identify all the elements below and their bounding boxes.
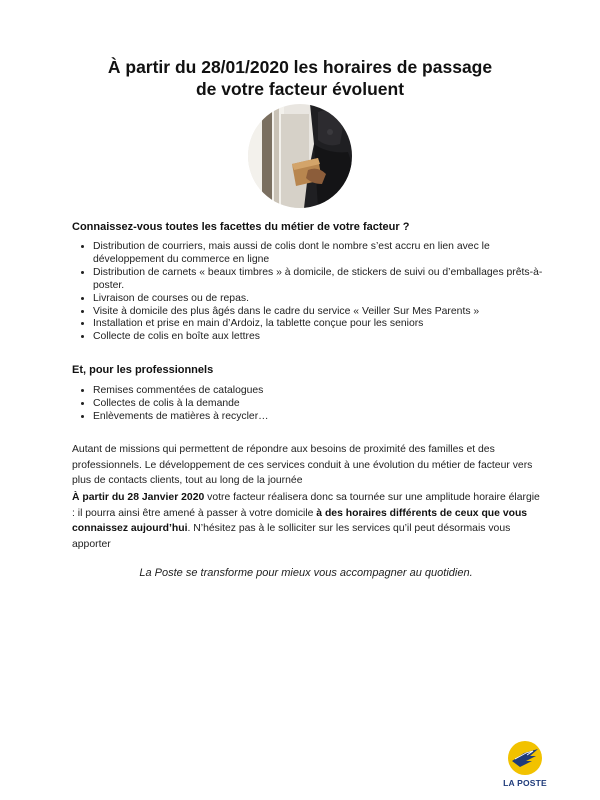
list-item: • Enlèvements de matières à recycler…: [93, 411, 561, 424]
la-poste-logo: [490, 740, 560, 790]
postman-photo: [248, 104, 352, 208]
list-item: • Collectes de colis à la demande: [93, 398, 561, 411]
missions-paragraph: Autant de missions qui permettent de répondre aux besoins de proximité des familles et des professionnels. Le développement de ces services conduit à une évolution du métier de facteur vers plus de contacts clients, tout au long de la journée: [72, 444, 533, 486]
paragraph-text: votre facteur réalisera donc sa tournée sur une amplitude horaire élargie : il pourra ainsi être amené à passer à votre domicile: [72, 492, 540, 519]
closing-statement: La Poste se transforme pour mieux vous accompagner au quotidien.: [139, 567, 473, 579]
paragraph-text: . N’hésitez pas à le solliciter sur les services qu’il peut désormais vous apporter: [72, 523, 511, 550]
list-item: • Installation et prise en main d’Ardoiz, la tablette conçue pour les seniors: [93, 318, 561, 331]
la-poste-bird-icon: [507, 740, 543, 776]
section-heading-facettes: Connaissez-vous toutes les facettes du métier de votre facteur ?: [72, 221, 410, 233]
list-item: • Distribution de courriers, mais aussi de colis dont le nombre s’est accru en lien avec le développement du commerce en ligne: [93, 241, 561, 267]
list-item: • Visite à domicile des plus âgés dans le cadre du service « Veiller Sur Mes Parents »: [93, 306, 561, 319]
start-date-text: À partir du 28 Janvier 2020: [72, 492, 205, 503]
list-item: • Remises commentées de catalogues: [93, 385, 561, 398]
la-poste-wordmark: LA POSTE: [503, 778, 547, 788]
page-title: [60, 56, 540, 100]
professional-services-list: [72, 385, 561, 424]
section-heading-professionnels: Et, pour les professionnels: [72, 364, 214, 376]
title-line-2: de votre facteur évoluent: [195, 79, 405, 99]
facteur-services-list: [72, 241, 561, 344]
list-item: • Distribution de carnets « beaux timbres » à domicile, de stickers de suivi ou d’emballages prêts-à-poster.: [93, 267, 561, 293]
list-item: • Livraison de courses ou de repas.: [93, 293, 561, 306]
different-hours-text: à des horaires différents de ceux que vous connaissez aujourd’hui: [72, 507, 528, 534]
schedule-change-paragraph: [72, 490, 540, 552]
list-item: • Collecte de colis en boîte aux lettres: [93, 331, 561, 344]
title-line-1: À partir du 28/01/2020 les horaires de passage: [107, 57, 493, 77]
